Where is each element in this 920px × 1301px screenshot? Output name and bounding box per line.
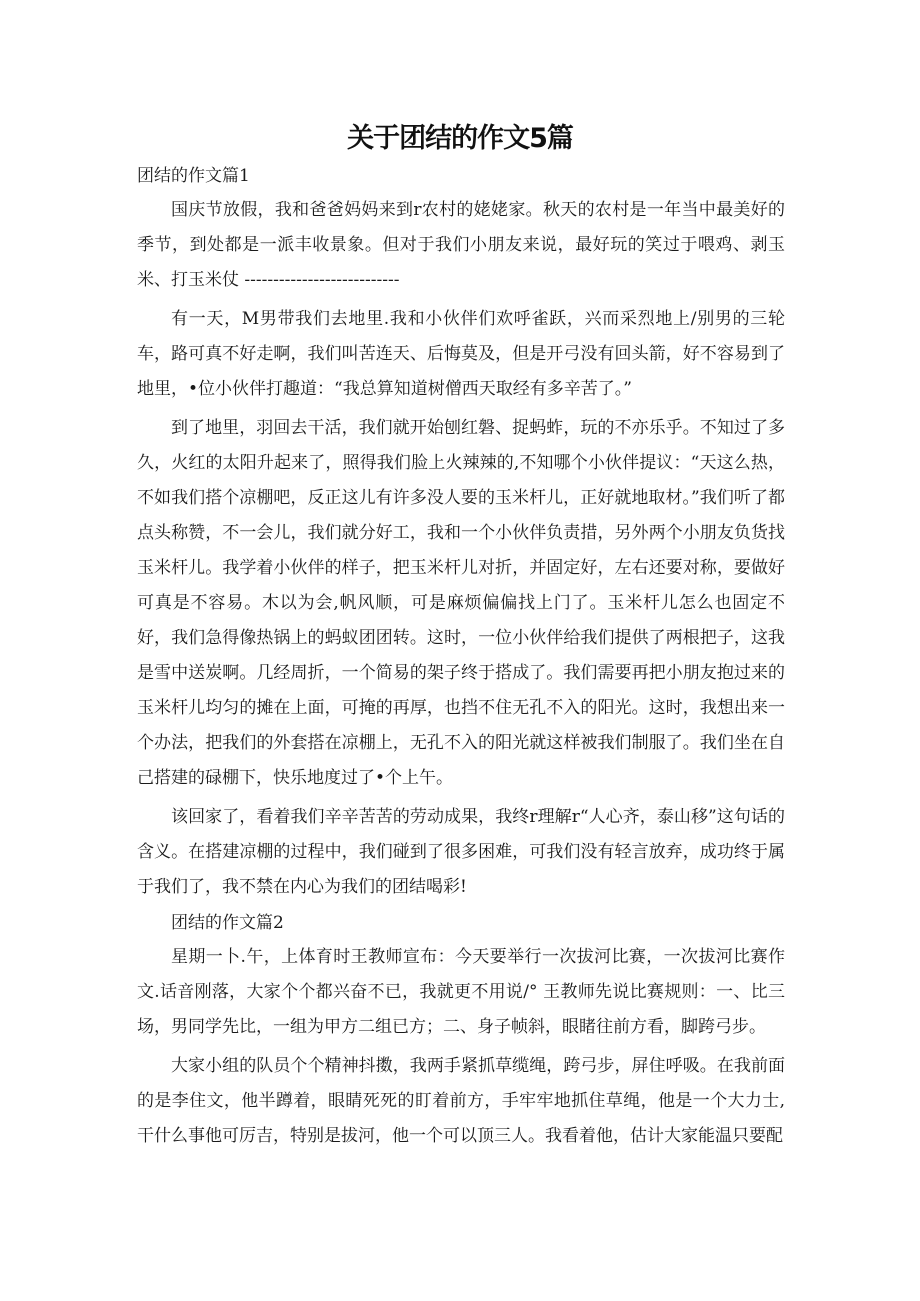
document-body: [137, 160, 785, 1158]
document-title: 关于团结的作文5篇: [347, 123, 573, 154]
paragraph: 国庆节放假，我和爸爸妈妈来到r农村的姥姥家。秋天的农村是一年当中最美好的季节，到处都是一派丰收景象。但对于我们小朋友来说，最好玩的笑过于喂鸡、剥玉米、打玉米仗 ---------------------------: [137, 200, 785, 290]
paragraph: 大家小组的队员个个精神抖擞，我两手紧抓草缆绳，跨弓步，屏住呼吸。在我前面的是李住文，他半蹲着，眼睛死死的盯着前方，手牢牢地抓住草绳，他是一个大力士,干什么事他可厉吉，特别是拔河，他一个可以顶三人。我看着他，估计大家能温只要配: [137, 1056, 785, 1146]
paragraph: 该回家了，看着我们辛辛苦苦的劳动成果，我终r理解r“人心齐，泰山移”这句话的含义。在搭建凉棚的过程中，我们碰到了很多困难，可我们没有轻言放弃，成功终于属于我们了，我不禁在内心为我们的团结喝彩!: [137, 807, 785, 897]
paragraph: 星期一卜.午，上体育时王教师宣布：今天要举行一次拔河比赛，一次拔河比赛作文.话音刚落，大家个个都兴奋不已，我就更不用说/° 王教师先说比赛规则：一、比三场，男同学先比，一组为甲方二组已方；二、身子帧斜，眼睹往前方看，脚跨弓步。: [137, 947, 785, 1037]
paragraph: 到了地里，羽回去干活，我们就开始刨红磐、捉蚂蚱，玩的不亦乐乎。不知过了多久，火红的太阳升起来了，照得我们脸上火辣辣的,不知哪个小伙伴提议：“天这么热，不如我们搭个凉棚吧，反正这儿有许多没人要的玉米杆儿，正好就地取材。”我们听了都点头称赞，不一会儿，我们就分好工，我和一个小伙伴负责措，另外两个小朋友负货找玉米杆儿。我学着小伙伴的样子，把玉米杆儿对折，并固定好，左右还要对称，要做好可真是不容易。木以为会,帆风顺，可是麻烦偏偏找上门了。玉米杆儿怎么也固定不好，我们急得像热锅上的蚂蚁团团转。这时，一位小伙伴给我们提供了两根把子，这我是雪中送炭啊。几经周折，一个简易的架子终于搭成了。我们需要再把小朋友抱过来的玉米杆儿均匀的摊在上面，可掩的再厚，也挡不住无孔不入的阳光。这时，我想出来一个办法，把我们的外套搭在凉棚上，无孔不入的阳光就这样被我们制服了。我们坐在自己搭建的碌棚下，快乐地度过了•个上午。: [137, 418, 785, 788]
paragraph: 有一天，M男带我们去地里.我和小伙伴们欢呼雀跃，兴而采烈地上/别男的三轮车，路可真不好走啊，我们叫苦连天、后悔莫及，但是开弓没有回头箭，好不容易到了地里，•位小伙伴打趣道：“我总算知道树僧西天取经有多辛苦了。”: [137, 309, 785, 399]
section-heading-2: 团结的作文篇2: [171, 913, 284, 933]
section-heading-1: 团结的作文篇1: [137, 166, 250, 186]
